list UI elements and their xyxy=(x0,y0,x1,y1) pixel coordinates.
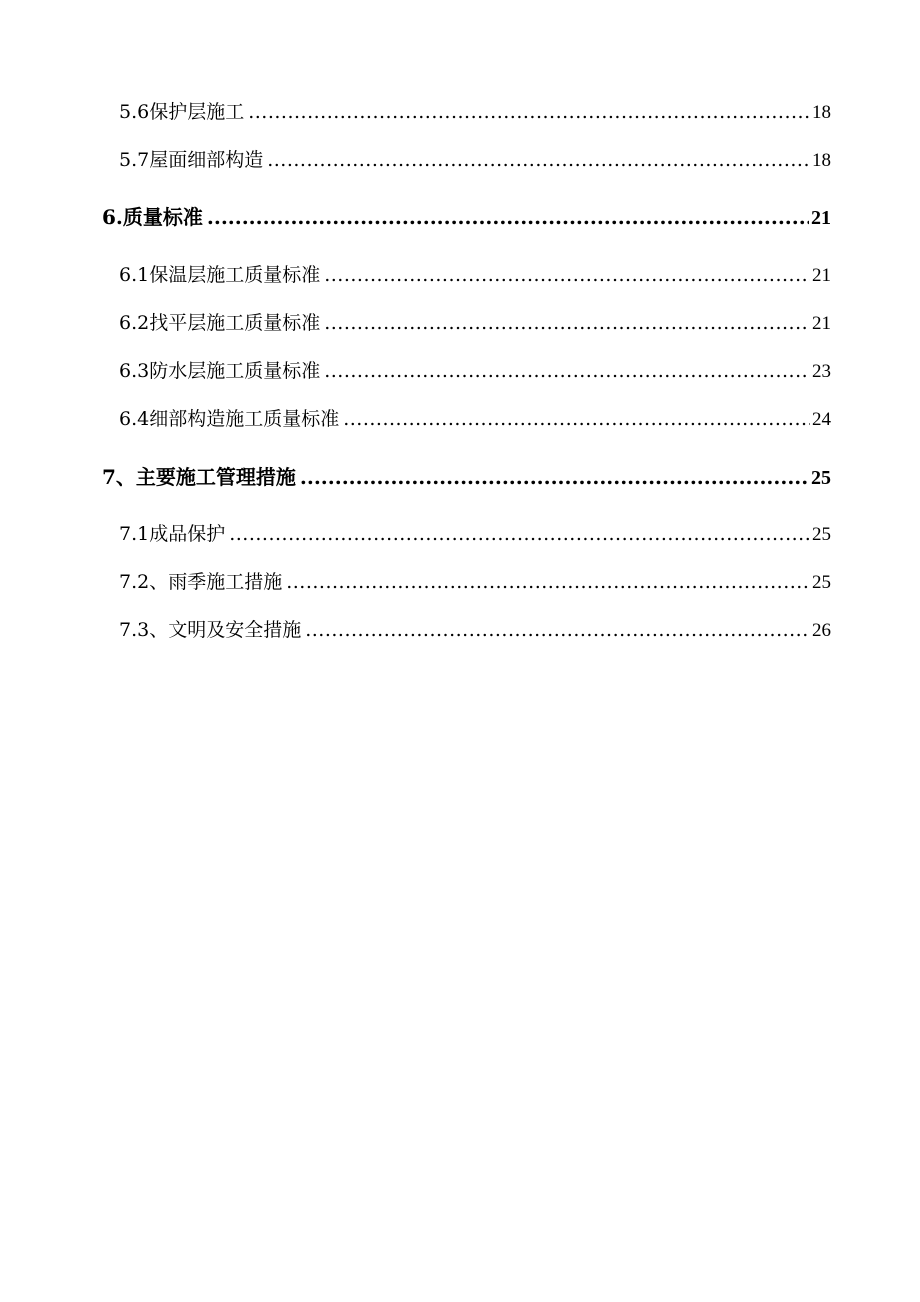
toc-entry-6-3[interactable] xyxy=(119,356,831,386)
toc-dot-leader xyxy=(229,519,810,549)
toc-entry-6-1[interactable] xyxy=(119,260,831,290)
toc-entry-title: 7.3、文明及安全措施 xyxy=(119,619,302,641)
toc-dot-leader xyxy=(324,260,810,290)
toc-entry-6-2[interactable] xyxy=(119,308,831,338)
toc-entry-page: 23 xyxy=(812,361,831,382)
toc-entry-title: 5.7屋面细部构造 xyxy=(119,149,264,171)
toc-dot-leader xyxy=(324,308,810,338)
toc-entry-5-6[interactable] xyxy=(119,97,831,127)
toc-entry-page: 25 xyxy=(811,467,831,489)
toc-dot-leader xyxy=(286,567,810,597)
toc-entry-page: 21 xyxy=(812,313,831,334)
toc-dot-leader xyxy=(248,97,810,127)
toc-entry-title: 6.3防水层施工质量标准 xyxy=(119,360,321,382)
toc-entry-title: 6.4细部构造施工质量标准 xyxy=(119,408,340,430)
toc-entry-7-2[interactable] xyxy=(119,567,831,597)
toc-entry-title: 6.质量标准 xyxy=(102,205,203,229)
toc-entry-page: 21 xyxy=(812,265,831,286)
toc-entry-title: 7、主要施工管理措施 xyxy=(102,465,296,489)
toc-entry-title: 5.6保护层施工 xyxy=(119,101,245,123)
toc-entry-title: 7.1成品保护 xyxy=(119,523,226,545)
toc-entry-5-7[interactable] xyxy=(119,145,831,175)
toc-entry-7-1[interactable] xyxy=(119,519,831,549)
toc-dot-leader xyxy=(343,404,810,434)
toc-dot-leader xyxy=(300,462,809,492)
toc-entry-7[interactable] xyxy=(102,462,831,492)
toc-entry-page: 18 xyxy=(812,102,831,123)
toc-entry-page: 21 xyxy=(811,207,831,229)
toc-entry-7-3[interactable] xyxy=(119,615,831,645)
toc-entry-page: 18 xyxy=(812,150,831,171)
toc-entry-title: 7.2、雨季施工措施 xyxy=(119,571,283,593)
toc-entry-6[interactable] xyxy=(102,202,831,232)
toc-entry-page: 25 xyxy=(812,572,831,593)
toc-entry-title: 6.1保温层施工质量标准 xyxy=(119,264,321,286)
toc-dot-leader xyxy=(324,356,810,386)
toc-dot-leader xyxy=(305,615,810,645)
toc-entry-page: 25 xyxy=(812,524,831,545)
toc-dot-leader xyxy=(267,145,810,175)
toc-dot-leader xyxy=(207,202,809,232)
toc-entry-6-4[interactable] xyxy=(119,404,831,434)
toc-entry-title: 6.2找平层施工质量标准 xyxy=(119,312,321,334)
toc-entry-page: 24 xyxy=(812,409,831,430)
toc-entry-page: 26 xyxy=(812,620,831,641)
